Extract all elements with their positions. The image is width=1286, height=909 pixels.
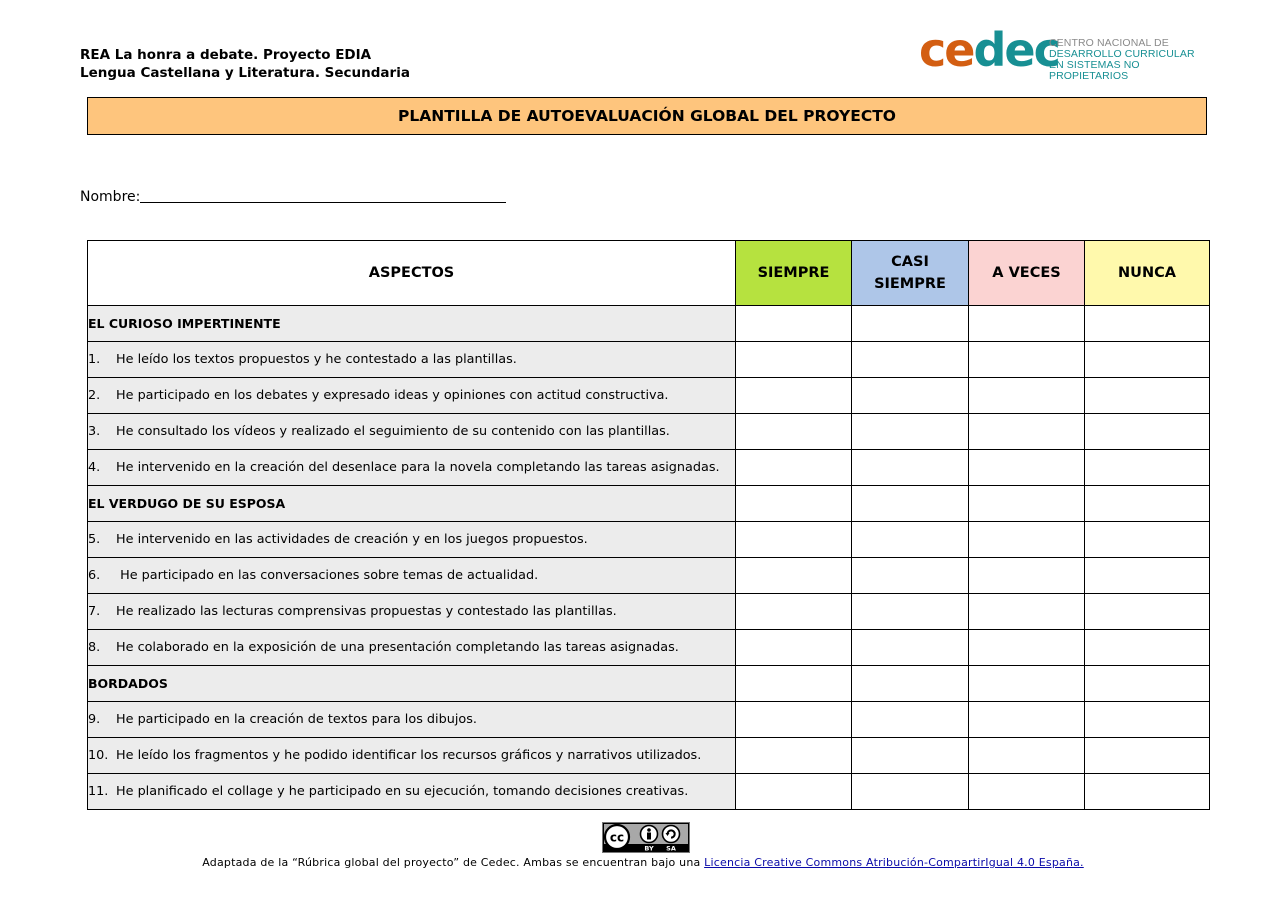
cell-casi-siempre	[852, 342, 969, 378]
cell-siempre	[736, 414, 852, 450]
cell-casi-siempre	[852, 306, 969, 342]
cell-nunca	[1085, 558, 1210, 594]
cc-logo-glyph: cc	[609, 830, 625, 845]
cell-casi-siempre	[852, 666, 969, 702]
item-number: 11.	[88, 784, 109, 799]
item-text: He realizado las lecturas comprensivas propuestas y contestado las plantillas.	[116, 604, 617, 619]
cell-a-veces	[969, 558, 1085, 594]
item-aspect	[88, 702, 736, 738]
cell-nunca	[1085, 306, 1210, 342]
header-casi-line1: CASI	[891, 254, 929, 270]
cell-siempre	[736, 702, 852, 738]
header-casi-siempre	[852, 241, 969, 306]
header-siempre: SIEMPRE	[736, 241, 852, 306]
item-aspect	[88, 378, 736, 414]
cell-nunca	[1085, 342, 1210, 378]
cell-siempre	[736, 378, 852, 414]
table-row	[88, 594, 1210, 630]
cell-nunca	[1085, 378, 1210, 414]
item-number: 8.	[88, 640, 101, 655]
item-aspect	[88, 342, 736, 378]
nombre-label: Nombre:	[80, 189, 141, 205]
by-person-head	[647, 828, 651, 832]
logo-sub-2: DESARROLLO CURRICULAR	[1049, 48, 1195, 60]
logo-part-dec: dec	[973, 23, 1059, 77]
table-row	[88, 414, 1210, 450]
table-row	[88, 522, 1210, 558]
item-aspect	[88, 738, 736, 774]
cell-siempre	[736, 630, 852, 666]
item-aspect	[88, 414, 736, 450]
item-number: 2.	[88, 388, 101, 403]
cell-casi-siempre	[852, 702, 969, 738]
cell-nunca	[1085, 702, 1210, 738]
cell-casi-siempre	[852, 378, 969, 414]
cell-nunca	[1085, 666, 1210, 702]
cell-siempre	[736, 594, 852, 630]
by-person-body	[647, 833, 651, 840]
footer-text: Adaptada de la “Rúbrica global del proyecto” de Cedec. Ambas se encuentran bajo una	[202, 856, 705, 869]
item-number: 10.	[88, 748, 109, 763]
cell-a-veces	[969, 594, 1085, 630]
cell-a-veces	[969, 522, 1085, 558]
section-row	[88, 666, 1210, 702]
cell-nunca	[1085, 486, 1210, 522]
logo-sub-1: CENTRO NACIONAL DE	[1049, 37, 1169, 49]
document-header	[80, 46, 410, 82]
item-text: He consultado los vídeos y realizado el seguimiento de su contenido con las plantillas.	[116, 424, 670, 439]
cell-siempre	[736, 774, 852, 810]
cell-casi-siempre	[852, 630, 969, 666]
cell-siempre	[736, 522, 852, 558]
section-title: BORDADOS	[88, 666, 736, 702]
table-row	[88, 630, 1210, 666]
table-row	[88, 342, 1210, 378]
item-text: He participado en la creación de textos para los dibujos.	[116, 712, 477, 727]
cell-casi-siempre	[852, 522, 969, 558]
header-casi-line2: SIEMPRE	[874, 276, 946, 292]
table-row	[88, 702, 1210, 738]
cell-a-veces	[969, 450, 1085, 486]
cell-casi-siempre	[852, 486, 969, 522]
cell-nunca	[1085, 594, 1210, 630]
item-number: 6.	[88, 568, 101, 583]
cell-a-veces	[969, 486, 1085, 522]
cedec-logo-word	[919, 22, 1059, 78]
cell-a-veces	[969, 378, 1085, 414]
header-aspectos: ASPECTOS	[88, 241, 736, 306]
item-text: He colaborado en la exposición de una presentación completando las tareas asignadas.	[116, 640, 679, 655]
table-row	[88, 450, 1210, 486]
cell-a-veces	[969, 702, 1085, 738]
cc-by-sa-graphic	[603, 823, 689, 852]
item-aspect	[88, 450, 736, 486]
cell-casi-siempre	[852, 774, 969, 810]
item-text: He intervenido en las actividades de creación y en los juegos propuestos.	[116, 532, 588, 547]
section-title: EL VERDUGO DE SU ESPOSA	[88, 486, 736, 522]
header-a-veces: A VECES	[969, 241, 1085, 306]
cell-siempre	[736, 738, 852, 774]
item-aspect	[88, 558, 736, 594]
table-row	[88, 558, 1210, 594]
item-number: 1.	[88, 352, 101, 367]
cell-casi-siempre	[852, 414, 969, 450]
cell-a-veces	[969, 414, 1085, 450]
cell-a-veces	[969, 342, 1085, 378]
table-row	[88, 738, 1210, 774]
item-number: 5.	[88, 532, 101, 547]
item-text: He participado en las conversaciones sobre temas de actualidad.	[116, 568, 539, 583]
evaluation-table	[87, 240, 1210, 810]
section-title: EL CURIOSO IMPERTINENTE	[88, 306, 736, 342]
item-number: 3.	[88, 424, 101, 439]
page-title: PLANTILLA DE AUTOEVALUACIÓN GLOBAL DEL PROYECTO	[87, 97, 1207, 135]
cell-siempre	[736, 486, 852, 522]
footer-attribution	[0, 856, 1286, 869]
item-text: He leído los fragmentos y he podido identificar los recursos gráficos y narrativos utilizados.	[116, 748, 702, 763]
cedec-logo-subtitle	[1049, 38, 1199, 82]
header-line-2: Lengua Castellana y Literatura. Secundaria	[80, 65, 410, 81]
cell-siempre	[736, 666, 852, 702]
section-row	[88, 306, 1210, 342]
cell-casi-siempre	[852, 738, 969, 774]
cell-nunca	[1085, 522, 1210, 558]
sa-share-icon	[663, 826, 680, 843]
cell-siempre	[736, 450, 852, 486]
cell-a-veces	[969, 630, 1085, 666]
item-aspect	[88, 522, 736, 558]
item-text: He planificado el collage y he participado en su ejecución, tomando decisiones creativas.	[116, 784, 689, 799]
cell-siempre	[736, 342, 852, 378]
sa-label: SA	[666, 844, 676, 852]
item-aspect	[88, 630, 736, 666]
item-aspect	[88, 774, 736, 810]
license-link[interactable]: Licencia Creative Commons Atribución-CompartirIgual 4.0 España.	[704, 856, 1084, 869]
by-label: BY	[644, 844, 654, 852]
logo-part-ce: ce	[919, 23, 974, 77]
cell-nunca	[1085, 414, 1210, 450]
header-line-1: REA La honra a debate. Proyecto EDIA	[80, 47, 372, 63]
cell-a-veces	[969, 306, 1085, 342]
nombre-blank-line	[140, 188, 506, 203]
cell-nunca	[1085, 738, 1210, 774]
nombre-field	[80, 188, 506, 205]
section-row	[88, 486, 1210, 522]
cell-siempre	[736, 306, 852, 342]
item-number: 4.	[88, 460, 101, 475]
logo-sub-3: EN SISTEMAS NO PROPIETARIOS	[1049, 59, 1140, 82]
cell-nunca	[1085, 630, 1210, 666]
cc-by-sa-icon	[602, 822, 690, 853]
cell-a-veces	[969, 738, 1085, 774]
item-text: He participado en los debates y expresado ideas y opiniones con actitud constructiva.	[116, 388, 669, 403]
header-nunca: NUNCA	[1085, 241, 1210, 306]
cell-nunca	[1085, 774, 1210, 810]
item-text: He leído los textos propuestos y he contestado a las plantillas.	[116, 352, 517, 367]
table-row	[88, 378, 1210, 414]
cell-casi-siempre	[852, 558, 969, 594]
item-aspect	[88, 594, 736, 630]
cell-casi-siempre	[852, 450, 969, 486]
cell-a-veces	[969, 666, 1085, 702]
cell-nunca	[1085, 450, 1210, 486]
table-row	[88, 774, 1210, 810]
cell-casi-siempre	[852, 594, 969, 630]
cell-a-veces	[969, 774, 1085, 810]
item-number: 9.	[88, 712, 101, 727]
cedec-logo	[919, 23, 1199, 82]
table-header-row	[88, 241, 1210, 306]
item-number: 7.	[88, 604, 101, 619]
cell-siempre	[736, 558, 852, 594]
item-text: He intervenido en la creación del desenlace para la novela completando las tareas asignadas.	[116, 460, 720, 475]
